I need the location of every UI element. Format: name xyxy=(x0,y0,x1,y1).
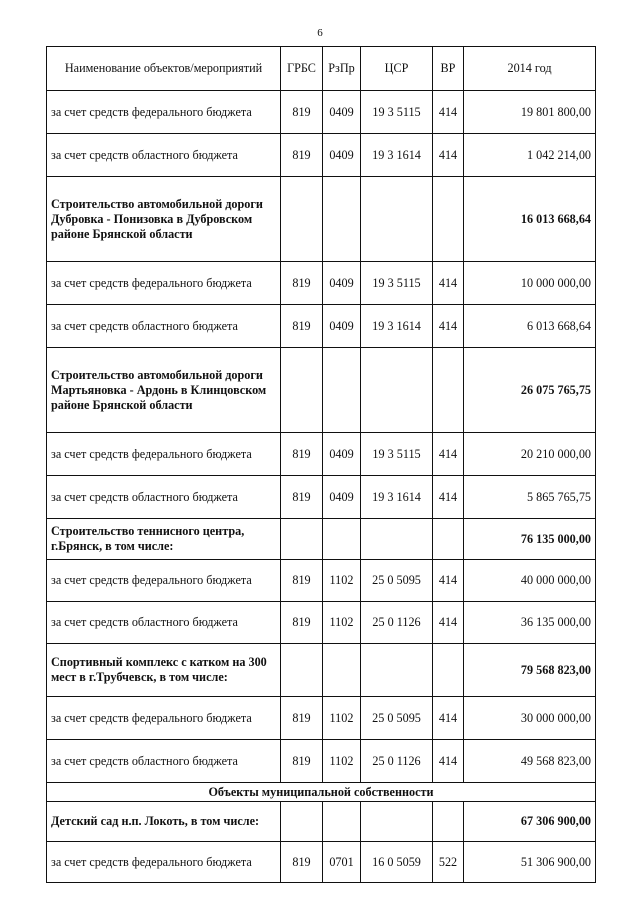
table-header xyxy=(47,47,596,91)
row-vr: 414 xyxy=(433,134,464,177)
row-name: Спортивный комплекс с катком на 300 мест в г.Трубчевск, в том числе: xyxy=(47,644,281,697)
table-row xyxy=(47,842,596,883)
row-rzpr: 1102 xyxy=(323,740,361,783)
section-row xyxy=(47,783,596,802)
table-row xyxy=(47,134,596,177)
row-rzpr: 0409 xyxy=(323,134,361,177)
row-grbs: 819 xyxy=(281,740,323,783)
row-grbs xyxy=(281,177,323,262)
row-csr: 25 0 5095 xyxy=(361,697,433,740)
row-sum: 1 042 214,00 xyxy=(464,134,596,177)
row-grbs xyxy=(281,519,323,560)
row-rzpr: 0409 xyxy=(323,476,361,519)
row-vr xyxy=(433,644,464,697)
table-row xyxy=(47,697,596,740)
row-sum: 40 000 000,00 xyxy=(464,560,596,602)
row-sum: 6 013 668,64 xyxy=(464,305,596,348)
table-row-object xyxy=(47,802,596,842)
row-vr: 414 xyxy=(433,91,464,134)
row-rzpr: 0409 xyxy=(323,262,361,305)
budget-table xyxy=(46,46,596,883)
row-csr: 25 0 5095 xyxy=(361,560,433,602)
row-vr: 414 xyxy=(433,740,464,783)
header-vr: ВР xyxy=(433,47,464,91)
table-row xyxy=(47,560,596,602)
row-rzpr: 0409 xyxy=(323,433,361,476)
table-row xyxy=(47,602,596,644)
table-row xyxy=(47,91,596,134)
section-title: Объекты муниципальной собственности xyxy=(47,783,596,802)
row-csr xyxy=(361,644,433,697)
header-year: 2014 год xyxy=(464,47,596,91)
row-csr: 19 3 5115 xyxy=(361,433,433,476)
row-grbs: 819 xyxy=(281,91,323,134)
row-name: за счет средств областного бюджета xyxy=(47,476,281,519)
row-name: за счет средств областного бюджета xyxy=(47,740,281,783)
row-csr: 19 3 1614 xyxy=(361,305,433,348)
row-grbs xyxy=(281,802,323,842)
row-name: Строительство автомобильной дороги Мартьяновка - Ардонь в Клинцовском районе Брянской области xyxy=(47,348,281,433)
header-csr: ЦСР xyxy=(361,47,433,91)
row-sum: 30 000 000,00 xyxy=(464,697,596,740)
row-csr: 19 3 1614 xyxy=(361,134,433,177)
row-grbs: 819 xyxy=(281,134,323,177)
header-name: Наименование объектов/мероприятий xyxy=(47,47,281,91)
row-csr xyxy=(361,348,433,433)
row-grbs: 819 xyxy=(281,262,323,305)
row-vr xyxy=(433,802,464,842)
row-sum: 51 306 900,00 xyxy=(464,842,596,883)
row-grbs: 819 xyxy=(281,842,323,883)
row-grbs: 819 xyxy=(281,305,323,348)
header-row xyxy=(47,47,596,91)
row-rzpr xyxy=(323,348,361,433)
row-sum: 5 865 765,75 xyxy=(464,476,596,519)
row-rzpr: 1102 xyxy=(323,560,361,602)
row-name: за счет средств федерального бюджета xyxy=(47,842,281,883)
row-name: за счет средств областного бюджета xyxy=(47,602,281,644)
table-row xyxy=(47,476,596,519)
row-csr xyxy=(361,802,433,842)
table-row xyxy=(47,305,596,348)
table-row xyxy=(47,262,596,305)
header-rzpr: РзПр xyxy=(323,47,361,91)
row-rzpr xyxy=(323,802,361,842)
row-csr xyxy=(361,177,433,262)
row-rzpr xyxy=(323,177,361,262)
row-sum: 36 135 000,00 xyxy=(464,602,596,644)
row-sum: 10 000 000,00 xyxy=(464,262,596,305)
row-grbs: 819 xyxy=(281,602,323,644)
row-vr: 414 xyxy=(433,262,464,305)
table-row xyxy=(47,740,596,783)
row-name: за счет средств федерального бюджета xyxy=(47,262,281,305)
row-vr: 414 xyxy=(433,476,464,519)
row-vr: 414 xyxy=(433,560,464,602)
row-rzpr: 1102 xyxy=(323,602,361,644)
row-csr xyxy=(361,519,433,560)
row-rzpr: 1102 xyxy=(323,697,361,740)
row-rzpr xyxy=(323,519,361,560)
row-csr: 16 0 5059 xyxy=(361,842,433,883)
row-name: Строительство автомобильной дороги Дубровка - Понизовка в Дубровском районе Брянской области xyxy=(47,177,281,262)
row-csr: 25 0 1126 xyxy=(361,602,433,644)
row-rzpr: 0409 xyxy=(323,305,361,348)
row-sum: 67 306 900,00 xyxy=(464,802,596,842)
header-grbs: ГРБС xyxy=(281,47,323,91)
row-name: Строительство теннисного центра, г.Брянск, в том числе: xyxy=(47,519,281,560)
row-sum: 16 013 668,64 xyxy=(464,177,596,262)
row-grbs: 819 xyxy=(281,433,323,476)
row-rzpr: 0701 xyxy=(323,842,361,883)
table-row-object xyxy=(47,348,596,433)
row-vr: 414 xyxy=(433,433,464,476)
table-row-object xyxy=(47,519,596,560)
row-csr: 25 0 1126 xyxy=(361,740,433,783)
row-csr: 19 3 1614 xyxy=(361,476,433,519)
row-name: Детский сад н.п. Локоть, в том числе: xyxy=(47,802,281,842)
table-row xyxy=(47,433,596,476)
row-sum: 26 075 765,75 xyxy=(464,348,596,433)
row-grbs: 819 xyxy=(281,560,323,602)
row-sum: 19 801 800,00 xyxy=(464,91,596,134)
row-name: за счет средств федерального бюджета xyxy=(47,697,281,740)
row-grbs: 819 xyxy=(281,697,323,740)
row-grbs xyxy=(281,644,323,697)
row-vr: 522 xyxy=(433,842,464,883)
row-vr xyxy=(433,177,464,262)
table-row-object xyxy=(47,644,596,697)
row-grbs xyxy=(281,348,323,433)
row-vr: 414 xyxy=(433,305,464,348)
row-csr: 19 3 5115 xyxy=(361,91,433,134)
row-name: за счет средств федерального бюджета xyxy=(47,433,281,476)
page-number: 6 xyxy=(317,27,323,39)
row-name: за счет средств областного бюджета xyxy=(47,134,281,177)
table-body xyxy=(47,91,596,883)
row-name: за счет средств областного бюджета xyxy=(47,305,281,348)
row-name: за счет средств федерального бюджета xyxy=(47,560,281,602)
row-vr: 414 xyxy=(433,602,464,644)
row-name: за счет средств федерального бюджета xyxy=(47,91,281,134)
row-grbs: 819 xyxy=(281,476,323,519)
table-row-object xyxy=(47,177,596,262)
row-vr xyxy=(433,348,464,433)
row-sum: 49 568 823,00 xyxy=(464,740,596,783)
row-rzpr: 0409 xyxy=(323,91,361,134)
row-csr: 19 3 5115 xyxy=(361,262,433,305)
row-vr: 414 xyxy=(433,697,464,740)
row-rzpr xyxy=(323,644,361,697)
row-sum: 20 210 000,00 xyxy=(464,433,596,476)
row-sum: 79 568 823,00 xyxy=(464,644,596,697)
row-vr xyxy=(433,519,464,560)
row-sum: 76 135 000,00 xyxy=(464,519,596,560)
